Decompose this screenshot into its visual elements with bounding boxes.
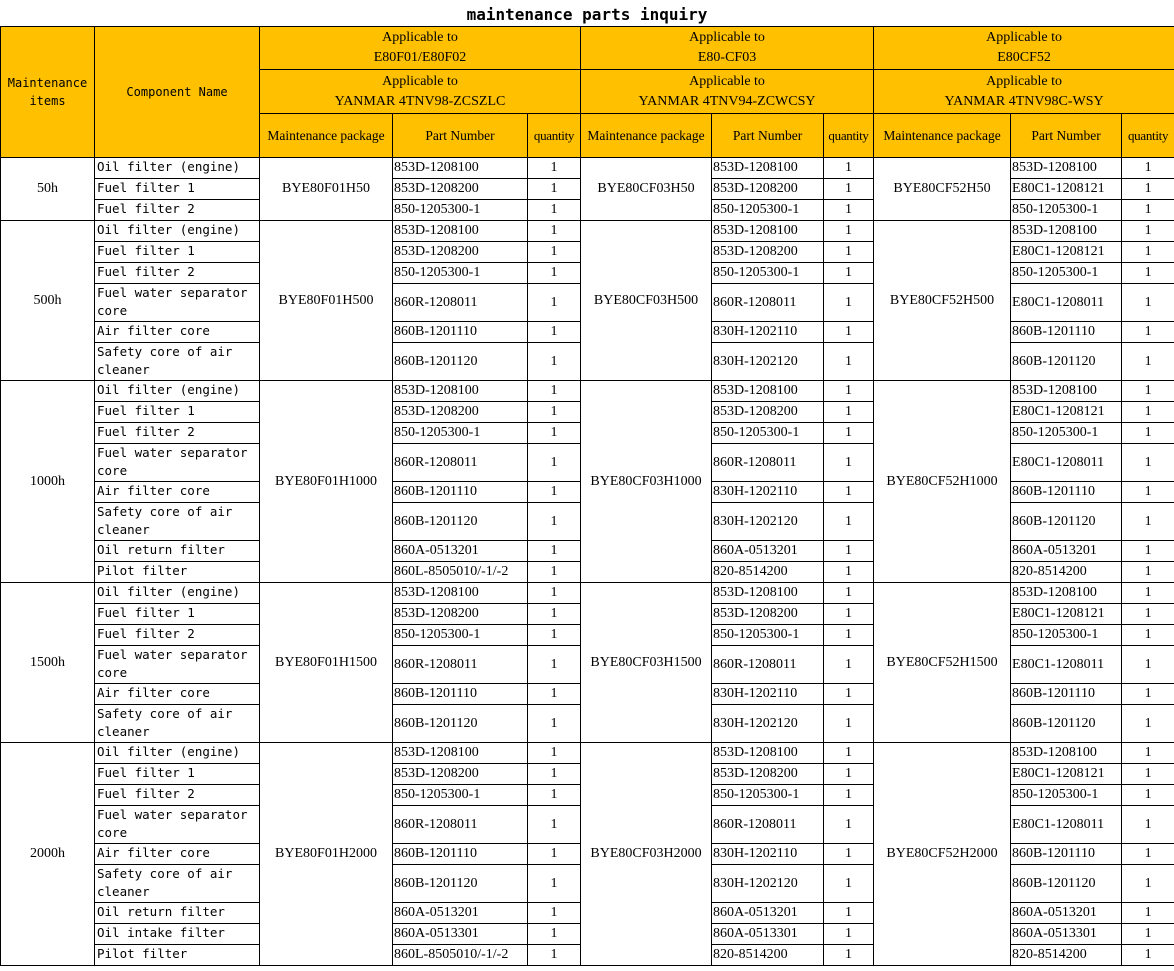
component-name: Oil filter (engine) (95, 381, 260, 402)
part-number: 860R-1208011 (712, 646, 824, 684)
component-name: Oil return filter (95, 903, 260, 924)
part-number: E80C1-1208011 (1011, 444, 1122, 482)
parts-table (0, 26, 1174, 966)
part-number: 853D-1208100 (712, 221, 824, 242)
part-number: 860B-1201120 (393, 865, 528, 903)
part-number: 830H-1202110 (712, 482, 824, 503)
part-number: 860R-1208011 (393, 444, 528, 482)
table-row (1, 583, 1174, 604)
component-name: Safety core of air cleaner (95, 343, 260, 381)
quantity: 1 (528, 200, 581, 221)
part-number: 853D-1208200 (712, 764, 824, 785)
part-number: 850-1205300-1 (1011, 263, 1122, 284)
component-name: Safety core of air cleaner (95, 503, 260, 541)
part-number: 850-1205300-1 (1011, 785, 1122, 806)
part-number: 830H-1202110 (712, 684, 824, 705)
header-component-name: Component Name (95, 27, 260, 158)
maintenance-interval: 1500h (1, 583, 95, 743)
part-number: 853D-1208200 (712, 242, 824, 263)
maintenance-package: BYE80CF52H1000 (874, 381, 1011, 583)
maintenance-package: BYE80F01H2000 (260, 743, 393, 966)
quantity: 1 (1122, 684, 1174, 705)
part-number: 860A-0513201 (712, 903, 824, 924)
quantity: 1 (528, 322, 581, 343)
maintenance-package: BYE80F01H1000 (260, 381, 393, 583)
quantity: 1 (824, 482, 874, 503)
quantity: 1 (1122, 444, 1174, 482)
quantity: 1 (1122, 562, 1174, 583)
quantity: 1 (528, 743, 581, 764)
quantity: 1 (528, 844, 581, 865)
part-number: 860R-1208011 (712, 284, 824, 322)
component-name: Fuel filter 1 (95, 402, 260, 423)
quantity: 1 (824, 322, 874, 343)
maintenance-package: BYE80F01H1500 (260, 583, 393, 743)
component-name: Fuel filter 1 (95, 764, 260, 785)
header-engine-applicable: Applicable to YANMAR 4TNV98C-WSY (874, 70, 1174, 114)
quantity: 1 (528, 785, 581, 806)
quantity: 1 (1122, 625, 1174, 646)
part-number: 850-1205300-1 (712, 785, 824, 806)
quantity: 1 (1122, 604, 1174, 625)
quantity: 1 (1122, 381, 1174, 402)
header-maintenance-items: Maintenance items (1, 27, 95, 158)
maintenance-package: BYE80CF52H50 (874, 158, 1011, 221)
part-number: 860L-8505010/-1/-2 (393, 945, 528, 966)
part-number: 853D-1208100 (712, 743, 824, 764)
part-number: 860A-0513301 (393, 924, 528, 945)
quantity: 1 (528, 583, 581, 604)
part-number: 850-1205300-1 (393, 263, 528, 284)
quantity: 1 (824, 179, 874, 200)
maintenance-package: BYE80CF03H1000 (581, 381, 712, 583)
quantity: 1 (1122, 844, 1174, 865)
quantity: 1 (528, 541, 581, 562)
part-number: E80C1-1208121 (1011, 402, 1122, 423)
part-number: 853D-1208100 (1011, 158, 1122, 179)
component-name: Air filter core (95, 322, 260, 343)
quantity: 1 (824, 200, 874, 221)
part-number: 860A-0513201 (712, 541, 824, 562)
quantity: 1 (824, 684, 874, 705)
header-quantity: quantity (1122, 114, 1174, 158)
part-number: 853D-1208100 (712, 381, 824, 402)
maintenance-interval: 50h (1, 158, 95, 221)
quantity: 1 (528, 179, 581, 200)
quantity: 1 (824, 221, 874, 242)
part-number: 853D-1208100 (1011, 583, 1122, 604)
part-number: 853D-1208200 (712, 179, 824, 200)
quantity: 1 (824, 785, 874, 806)
part-number: 853D-1208200 (393, 242, 528, 263)
part-number: 830H-1202120 (712, 503, 824, 541)
table-row (1, 158, 1174, 179)
header-maintenance-package: Maintenance package (260, 114, 393, 158)
component-name: Fuel filter 1 (95, 604, 260, 625)
quantity: 1 (824, 625, 874, 646)
quantity: 1 (824, 604, 874, 625)
part-number: 860R-1208011 (712, 444, 824, 482)
component-name: Oil return filter (95, 541, 260, 562)
maintenance-package: BYE80CF03H50 (581, 158, 712, 221)
header-model-applicable: Applicable to E80F01/E80F02 (260, 27, 581, 70)
quantity: 1 (1122, 785, 1174, 806)
parts-table-body (1, 158, 1174, 966)
part-number: 860B-1201110 (1011, 322, 1122, 343)
header-part-number: Part Number (393, 114, 528, 158)
quantity: 1 (824, 945, 874, 966)
part-number: 860B-1201110 (393, 844, 528, 865)
quantity: 1 (1122, 583, 1174, 604)
maintenance-interval: 2000h (1, 743, 95, 966)
quantity: 1 (824, 423, 874, 444)
quantity: 1 (528, 684, 581, 705)
quantity: 1 (528, 806, 581, 844)
quantity: 1 (824, 924, 874, 945)
part-number: E80C1-1208121 (1011, 179, 1122, 200)
quantity: 1 (1122, 865, 1174, 903)
part-number: 860B-1201120 (1011, 705, 1122, 743)
quantity: 1 (824, 263, 874, 284)
component-name: Safety core of air cleaner (95, 705, 260, 743)
quantity: 1 (824, 242, 874, 263)
quantity: 1 (1122, 482, 1174, 503)
quantity: 1 (528, 705, 581, 743)
part-number: 820-8514200 (712, 562, 824, 583)
part-number: 820-8514200 (1011, 945, 1122, 966)
quantity: 1 (528, 625, 581, 646)
header-quantity: quantity (824, 114, 874, 158)
quantity: 1 (528, 482, 581, 503)
part-number: 853D-1208100 (393, 583, 528, 604)
quantity: 1 (824, 284, 874, 322)
part-number: 853D-1208200 (393, 764, 528, 785)
maintenance-package: BYE80CF52H500 (874, 221, 1011, 381)
part-number: 853D-1208200 (393, 402, 528, 423)
header-maintenance-package: Maintenance package (581, 114, 712, 158)
table-row (1, 743, 1174, 764)
quantity: 1 (824, 743, 874, 764)
part-number: 860B-1201110 (393, 684, 528, 705)
part-number: 860A-0513201 (1011, 541, 1122, 562)
part-number: 860L-8505010/-1/-2 (393, 562, 528, 583)
quantity: 1 (1122, 903, 1174, 924)
quantity: 1 (824, 503, 874, 541)
part-number: 860B-1201120 (393, 503, 528, 541)
part-number: 860B-1201110 (1011, 844, 1122, 865)
part-number: 850-1205300-1 (393, 785, 528, 806)
component-name: Safety core of air cleaner (95, 865, 260, 903)
quantity: 1 (1122, 242, 1174, 263)
quantity: 1 (1122, 221, 1174, 242)
component-name: Fuel water separator core (95, 806, 260, 844)
part-number: 853D-1208100 (393, 158, 528, 179)
quantity: 1 (1122, 322, 1174, 343)
quantity: 1 (824, 903, 874, 924)
component-name: Fuel filter 1 (95, 179, 260, 200)
part-number: E80C1-1208011 (1011, 646, 1122, 684)
part-number: 820-8514200 (1011, 562, 1122, 583)
part-number: 853D-1208200 (712, 402, 824, 423)
maintenance-package: BYE80CF03H1500 (581, 583, 712, 743)
quantity: 1 (1122, 263, 1174, 284)
quantity: 1 (528, 343, 581, 381)
part-number: 850-1205300-1 (712, 200, 824, 221)
quantity: 1 (528, 423, 581, 444)
part-number: 830H-1202120 (712, 343, 824, 381)
part-number: E80C1-1208011 (1011, 806, 1122, 844)
part-number: 853D-1208100 (393, 381, 528, 402)
quantity: 1 (1122, 646, 1174, 684)
header-quantity: quantity (528, 114, 581, 158)
header-engine-applicable: Applicable to YANMAR 4TNV94-ZCWCSY (581, 70, 874, 114)
quantity: 1 (824, 764, 874, 785)
part-number: 850-1205300-1 (712, 625, 824, 646)
quantity: 1 (528, 646, 581, 684)
component-name: Air filter core (95, 684, 260, 705)
component-name: Fuel filter 2 (95, 625, 260, 646)
maintenance-package: BYE80CF52H1500 (874, 583, 1011, 743)
header-maintenance-package: Maintenance package (874, 114, 1011, 158)
quantity: 1 (824, 646, 874, 684)
part-number: 853D-1208100 (393, 221, 528, 242)
quantity: 1 (1122, 343, 1174, 381)
part-number: E80C1-1208121 (1011, 764, 1122, 785)
quantity: 1 (528, 242, 581, 263)
component-name: Oil filter (engine) (95, 221, 260, 242)
part-number: 853D-1208200 (712, 604, 824, 625)
part-number: 860B-1201120 (1011, 343, 1122, 381)
quantity: 1 (1122, 200, 1174, 221)
maintenance-interval: 1000h (1, 381, 95, 583)
part-number: 860A-0513201 (393, 903, 528, 924)
component-name: Oil filter (engine) (95, 743, 260, 764)
part-number: 860B-1201120 (1011, 865, 1122, 903)
component-name: Fuel filter 2 (95, 263, 260, 284)
part-number: 850-1205300-1 (1011, 423, 1122, 444)
part-number: 853D-1208100 (712, 583, 824, 604)
part-number: 853D-1208100 (1011, 743, 1122, 764)
part-number: 830H-1202110 (712, 322, 824, 343)
part-number: 860B-1201110 (1011, 684, 1122, 705)
part-number: 860B-1201120 (1011, 503, 1122, 541)
part-number: 850-1205300-1 (712, 423, 824, 444)
quantity: 1 (528, 284, 581, 322)
table-row (1, 381, 1174, 402)
maintenance-package: BYE80F01H500 (260, 221, 393, 381)
quantity: 1 (1122, 945, 1174, 966)
quantity: 1 (824, 705, 874, 743)
part-number: 853D-1208100 (1011, 221, 1122, 242)
part-number: 850-1205300-1 (393, 625, 528, 646)
part-number: 850-1205300-1 (393, 423, 528, 444)
component-name: Fuel filter 2 (95, 200, 260, 221)
part-number: 850-1205300-1 (1011, 625, 1122, 646)
part-number: 820-8514200 (712, 945, 824, 966)
quantity: 1 (824, 402, 874, 423)
quantity: 1 (824, 865, 874, 903)
component-name: Oil intake filter (95, 924, 260, 945)
quantity: 1 (1122, 423, 1174, 444)
part-number: E80C1-1208011 (1011, 284, 1122, 322)
header-part-number: Part Number (1011, 114, 1122, 158)
quantity: 1 (1122, 503, 1174, 541)
quantity: 1 (528, 381, 581, 402)
quantity: 1 (1122, 806, 1174, 844)
part-number: 860A-0513301 (1011, 924, 1122, 945)
component-name: Pilot filter (95, 945, 260, 966)
quantity: 1 (824, 583, 874, 604)
quantity: 1 (528, 503, 581, 541)
quantity: 1 (1122, 179, 1174, 200)
part-number: 860A-0513201 (1011, 903, 1122, 924)
quantity: 1 (528, 444, 581, 482)
part-number: 853D-1208100 (712, 158, 824, 179)
quantity: 1 (528, 945, 581, 966)
quantity: 1 (528, 604, 581, 625)
quantity: 1 (824, 381, 874, 402)
part-number: 860B-1201110 (1011, 482, 1122, 503)
part-number: E80C1-1208121 (1011, 604, 1122, 625)
part-number: 860A-0513301 (712, 924, 824, 945)
part-number: 853D-1208200 (393, 604, 528, 625)
quantity: 1 (1122, 924, 1174, 945)
part-number: 830H-1202120 (712, 865, 824, 903)
part-number: 850-1205300-1 (712, 263, 824, 284)
quantity: 1 (528, 903, 581, 924)
header-engine-applicable: Applicable to YANMAR 4TNV98-ZCSZLC (260, 70, 581, 114)
part-number: 850-1205300-1 (393, 200, 528, 221)
table-row (1, 221, 1174, 242)
part-number: 860B-1201120 (393, 343, 528, 381)
quantity: 1 (1122, 764, 1174, 785)
quantity: 1 (528, 764, 581, 785)
part-number: 830H-1202120 (712, 705, 824, 743)
quantity: 1 (824, 844, 874, 865)
part-number: 853D-1208100 (1011, 381, 1122, 402)
maintenance-package: BYE80CF03H2000 (581, 743, 712, 966)
part-number: E80C1-1208121 (1011, 242, 1122, 263)
component-name: Fuel filter 2 (95, 423, 260, 444)
part-number: 860R-1208011 (393, 646, 528, 684)
part-number: 830H-1202110 (712, 844, 824, 865)
part-number: 860B-1201110 (393, 482, 528, 503)
part-number: 860R-1208011 (393, 806, 528, 844)
quantity: 1 (1122, 705, 1174, 743)
component-name: Fuel water separator core (95, 646, 260, 684)
component-name: Fuel water separator core (95, 444, 260, 482)
quantity: 1 (1122, 284, 1174, 322)
quantity: 1 (528, 924, 581, 945)
maintenance-package: BYE80F01H50 (260, 158, 393, 221)
maintenance-package: BYE80CF03H500 (581, 221, 712, 381)
part-number: 860R-1208011 (393, 284, 528, 322)
header-model-applicable: Applicable to E80CF52 (874, 27, 1174, 70)
quantity: 1 (824, 158, 874, 179)
maintenance-interval: 500h (1, 221, 95, 381)
part-number: 853D-1208100 (393, 743, 528, 764)
quantity: 1 (528, 562, 581, 583)
part-number: 860B-1201120 (393, 705, 528, 743)
component-name: Fuel filter 2 (95, 785, 260, 806)
quantity: 1 (1122, 158, 1174, 179)
quantity: 1 (824, 343, 874, 381)
part-number: 850-1205300-1 (1011, 200, 1122, 221)
maintenance-package: BYE80CF52H2000 (874, 743, 1011, 966)
component-name: Pilot filter (95, 562, 260, 583)
component-name: Air filter core (95, 482, 260, 503)
component-name: Fuel filter 1 (95, 242, 260, 263)
quantity: 1 (528, 865, 581, 903)
part-number: 860R-1208011 (712, 806, 824, 844)
part-number: 860A-0513201 (393, 541, 528, 562)
quantity: 1 (528, 263, 581, 284)
part-number: 853D-1208200 (393, 179, 528, 200)
quantity: 1 (824, 444, 874, 482)
quantity: 1 (824, 562, 874, 583)
component-name: Oil filter (engine) (95, 583, 260, 604)
component-name: Oil filter (engine) (95, 158, 260, 179)
header-model-applicable: Applicable to E80-CF03 (581, 27, 874, 70)
header-part-number: Part Number (712, 114, 824, 158)
part-number: 860B-1201110 (393, 322, 528, 343)
quantity: 1 (824, 806, 874, 844)
quantity: 1 (528, 221, 581, 242)
component-name: Fuel water separator core (95, 284, 260, 322)
quantity: 1 (1122, 541, 1174, 562)
quantity: 1 (824, 541, 874, 562)
quantity: 1 (528, 402, 581, 423)
quantity: 1 (528, 158, 581, 179)
quantity: 1 (1122, 402, 1174, 423)
page-title: maintenance parts inquiry (466, 5, 708, 24)
component-name: Air filter core (95, 844, 260, 865)
quantity: 1 (1122, 743, 1174, 764)
